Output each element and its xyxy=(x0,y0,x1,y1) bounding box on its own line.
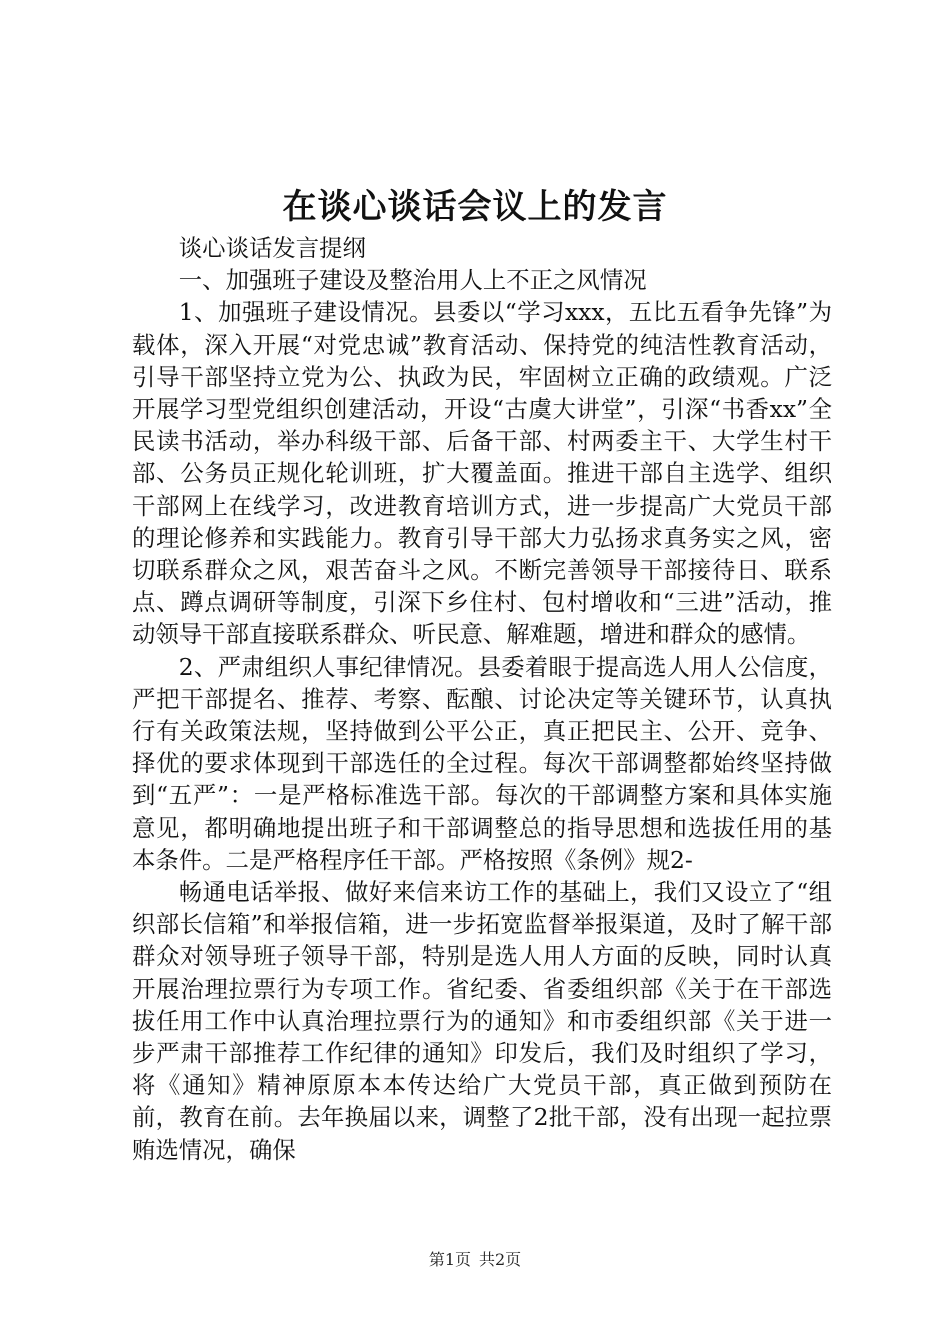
document-body xyxy=(132,232,832,1166)
page-footer xyxy=(0,1249,950,1271)
paragraph-reporting-channels: 畅通电话举报、做好来信来访工作的基础上，我们又设立了“组织部长信箱”和举报信箱，进一步拓宽监督举报渠道，及时了解干部群众对领导班子领导干部，特别是选人用人方面的反映，同时认真开展治理拉票行为专项工作。省纪委、省委组织部《关于在干部选拔任用工作中认真治理拉票行为的通知》和市委组织部《关于进一步严肃干部推荐工作纪律的通知》印发后，我们及时组织了学习，将《通知》精神原原本本传达给广大党员干部，真正做到预防在前，教育在前。去年换届以来，调整了2批干部，没有出现一起拉票贿选情况，确保 xyxy=(132,878,832,1164)
paragraph-team-building: 1、加强班子建设情况。县委以“学习xxx，五比五看争先锋”为载体，深入开展“对党忠诚”教育活动、保持党的纯洁性教育活动，引导干部坚持立党为公、执政为民，牢固树立正确的政绩观。广泛开展学习型党组织创建活动，开设“古虞大讲堂”，引深“书香xx”全民读书活动，举办科级干部、后备干部、村两委主干、大学生村干部、公务员正规化轮训班，扩大覆盖面。推进干部自主选学、组织干部网上在线学习，改进教育培训方式，进一步提高广大党员干部的理论修养和实践能力。教育引导干部大力弘扬求真务实之风，密切联系群众之风，艰苦奋斗之风。不断完善领导干部接待日、联系点、蹲点调研等制度，引深下乡住村、包村增收和“三进”活动，推动领导干部直接联系群众、听民意、解难题，增进和群众的感情。 xyxy=(132,298,832,649)
document-title: 在谈心谈话会议上的发言 xyxy=(282,187,668,227)
paragraph-section-one-heading: 一、加强班子建设及整治用人上不正之风情况 xyxy=(178,266,647,295)
page-number: 第1页 xyxy=(428,1250,471,1269)
paragraph-personnel-discipline: 2、严肃组织人事纪律情况。县委着眼于提高选人用人公信度，严把干部提名、推荐、考察、酝酿、讨论决定等关键环节，认真执行有关政策法规，坚持做到公平公正，真正把民主、公开、竞争、择优的要求体现到干部选任的全过程。每次干部调整都始终坚持做到“五严”：一是严格标准选干部。每次的干部调整方案和具体实施意见，都明确地提出班子和干部调整总的指导思想和选拔任用的基本条件。二是严格程序任干部。严格按照《条例》规2- xyxy=(132,652,832,874)
paragraph-outline-heading: 谈心谈话发言提纲 xyxy=(178,234,366,262)
page-total: 共2页 xyxy=(479,1250,522,1269)
